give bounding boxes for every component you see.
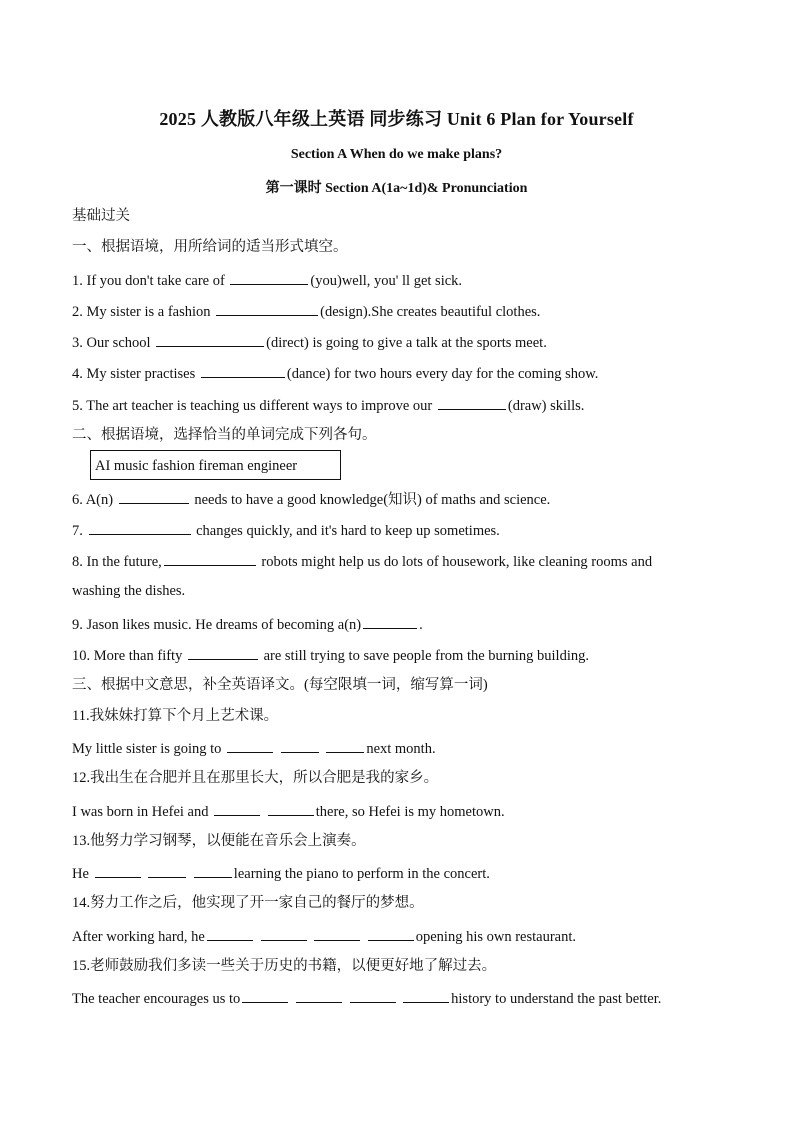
answer-blank[interactable]	[194, 862, 232, 878]
question-14-chinese: 14.努力工作之后，他实现了开一家自己的餐厅的梦想。	[72, 895, 424, 911]
question-12-chinese: 12.我出生在合肥并且在那里长大，所以合肥是我的家乡。	[72, 770, 439, 786]
answer-blank[interactable]	[89, 519, 191, 535]
answer-blank[interactable]	[119, 488, 189, 504]
answer-blank[interactable]	[368, 925, 414, 941]
answer-blank[interactable]	[363, 613, 417, 629]
section-subtitle: Section A When do we make plans?	[290, 147, 503, 162]
part-label: 基础过关	[72, 208, 130, 224]
question-text: 8. In the future,	[72, 554, 162, 570]
question-7	[72, 519, 500, 541]
answer-blank[interactable]	[261, 925, 307, 941]
answer-blank[interactable]	[296, 987, 342, 1003]
answer-blank[interactable]	[188, 644, 258, 660]
question-1	[72, 269, 462, 291]
question-text: 3. Our school	[72, 335, 155, 351]
question-12	[72, 800, 505, 822]
question-6	[72, 488, 550, 510]
question-text: 9. Jason likes music. He dreams of becoming a(n)	[72, 617, 362, 633]
answer-blank[interactable]	[148, 862, 186, 878]
question-text: 10. More than fifty	[72, 648, 186, 664]
part2-heading: 二、根据语境，选择恰当的单词完成下列各句。	[72, 427, 377, 443]
question-11-chinese: 11.我妹妹打算下个月上艺术课。	[72, 708, 279, 724]
question-text: After working hard, he	[72, 929, 205, 945]
question-text: He	[72, 866, 93, 882]
answer-blank[interactable]	[227, 737, 273, 753]
answer-blank[interactable]	[207, 925, 253, 941]
question-5	[72, 394, 584, 416]
part1-heading: 一、根据语境，用所给词的适当形式填空。	[72, 239, 348, 255]
question-14	[72, 925, 576, 947]
question-text: 7.	[72, 523, 87, 539]
question-text: 5. The art teacher is teaching us different ways to improve our	[72, 398, 436, 414]
answer-blank[interactable]	[438, 394, 506, 410]
question-text: there, so Hefei is my hometown.	[315, 804, 505, 820]
question-text: changes quickly, and it's hard to keep up sometimes.	[192, 523, 500, 539]
page-title: 2025 人教版八年级上英语 同步练习 Unit 6 Plan for Yourself	[159, 109, 634, 129]
answer-blank[interactable]	[350, 987, 396, 1003]
question-text: (draw) skills.	[507, 398, 585, 414]
lesson-subtitle: 第一课时 Section A(1a~1d)& Pronunciation	[265, 181, 528, 196]
answer-blank[interactable]	[214, 800, 260, 816]
answer-blank[interactable]	[281, 737, 319, 753]
answer-blank[interactable]	[164, 550, 256, 566]
question-text: I was born in Hefei and	[72, 804, 213, 820]
answer-blank[interactable]	[242, 987, 288, 1003]
question-text: 6. A(n)	[72, 492, 117, 508]
question-text: learning the piano to perform in the concert.	[233, 866, 490, 882]
question-3	[72, 331, 547, 353]
question-text: (design).She creates beautiful clothes.	[320, 304, 541, 320]
question-9	[72, 613, 423, 635]
question-text: (you)well, you' ll get sick.	[310, 273, 463, 289]
answer-blank[interactable]	[230, 269, 308, 285]
question-2	[72, 300, 540, 322]
question-13-chinese: 13.他努力学习钢琴，以便能在音乐会上演奏。	[72, 833, 366, 849]
question-text: robots might help us do lots of housework, like cleaning rooms and	[257, 554, 653, 570]
question-text: history to understand the past better.	[451, 991, 662, 1007]
word-bank-box: AI music fashion fireman engineer	[90, 450, 341, 480]
question-text: The teacher encourages us to	[72, 991, 241, 1007]
question-15-chinese: 15.老师鼓励我们多读一些关于历史的书籍，以便更好地了解过去。	[72, 958, 497, 974]
answer-blank[interactable]	[268, 800, 314, 816]
question-text: .	[419, 617, 423, 633]
answer-blank[interactable]	[403, 987, 449, 1003]
part3-heading: 三、根据中文意思，补全英语译文。(每空限填一词，缩写算一词)	[72, 677, 488, 693]
question-15	[72, 987, 661, 1009]
question-text: needs to have a good knowledge(知识) of maths and science.	[190, 492, 551, 508]
answer-blank[interactable]	[95, 862, 141, 878]
answer-blank[interactable]	[216, 300, 318, 316]
question-text: 1. If you don't take care of	[72, 273, 229, 289]
answer-blank[interactable]	[156, 331, 264, 347]
question-text: My little sister is going to	[72, 741, 226, 757]
answer-blank[interactable]	[201, 362, 285, 378]
question-4	[72, 362, 598, 384]
question-text: next month.	[366, 741, 436, 757]
answer-blank[interactable]	[314, 925, 360, 941]
question-10	[72, 644, 589, 666]
question-text: 4. My sister practises	[72, 366, 199, 382]
question-11	[72, 737, 436, 759]
answer-blank[interactable]	[326, 737, 364, 753]
question-text: (direct) is going to give a talk at the sports meet.	[266, 335, 547, 351]
question-8	[72, 550, 652, 572]
question-text: (dance) for two hours every day for the coming show.	[286, 366, 599, 382]
question-text: are still trying to save people from the burning building.	[259, 648, 589, 664]
question-text: opening his own restaurant.	[415, 929, 577, 945]
question-text: 2. My sister is a fashion	[72, 304, 215, 320]
question-8-continuation: washing the dishes.	[72, 583, 186, 599]
question-13	[72, 862, 490, 884]
